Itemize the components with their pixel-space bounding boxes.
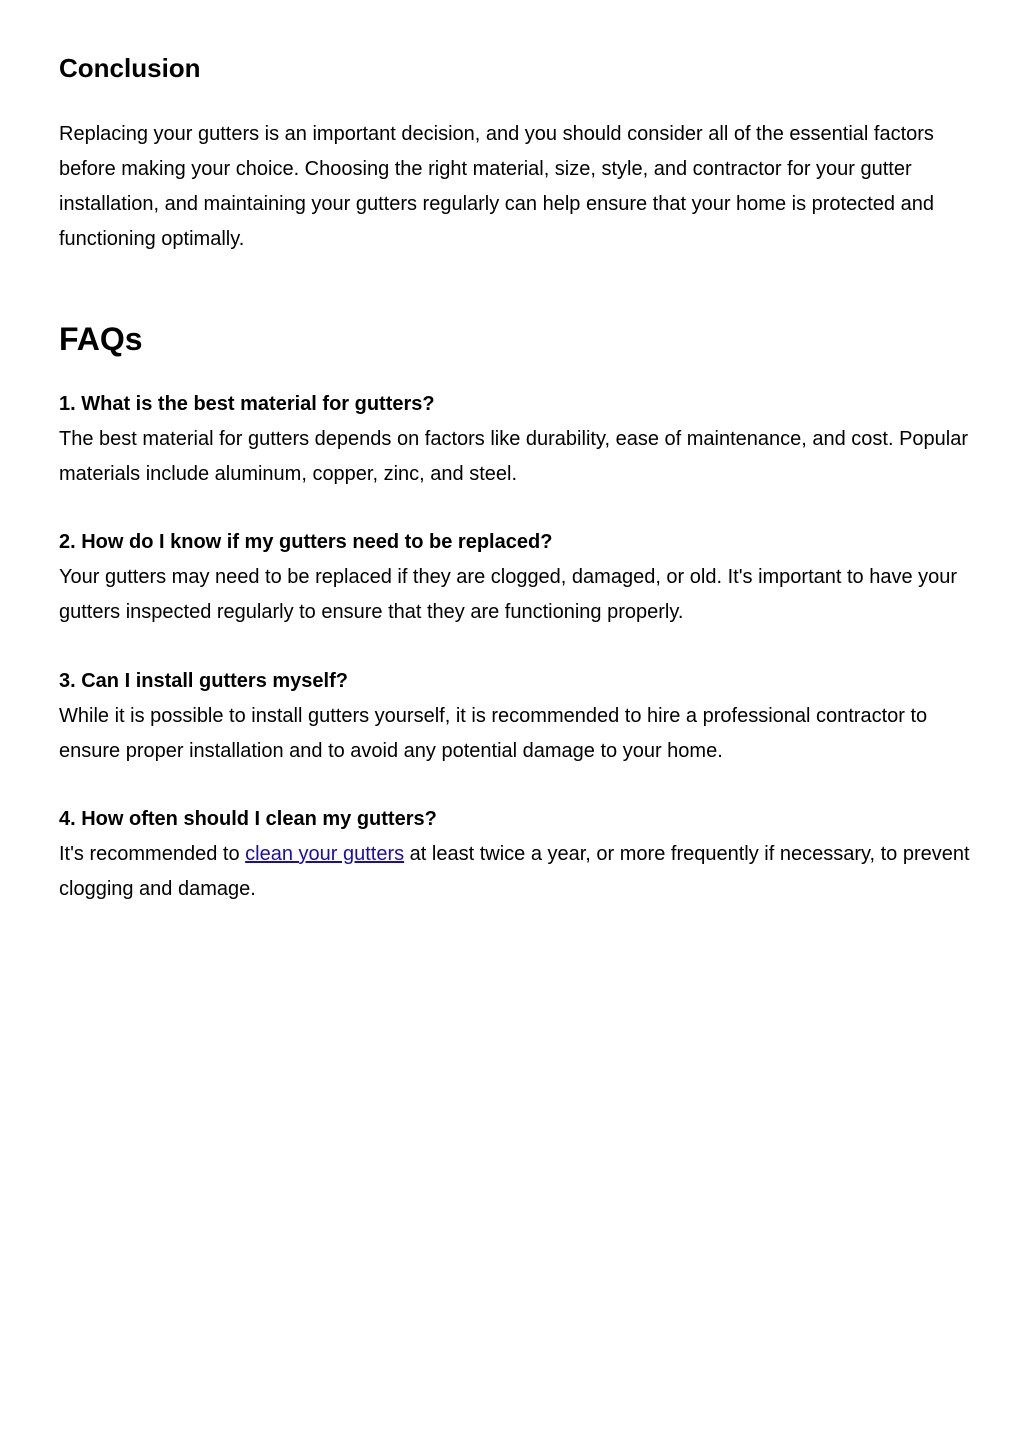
faq-item [59,664,974,769]
faq-question: 3. Can I install gutters myself? [59,670,348,692]
faq-answer: The best material for gutters depends on factors like durability, ease of maintenance, and cost. Popular materials include aluminum, copper, zinc, and steel. [59,428,969,485]
faq-item [59,387,974,492]
faq-item [59,525,974,630]
faq-item [59,802,974,907]
faq-answer [59,837,974,907]
faq-question: 4. How often should I clean my gutters? [59,808,437,830]
faq-answer: While it is possible to install gutters yourself, it is recommended to hire a professional contractor to ensure proper installation and to avoid any potential damage to your home. [59,705,928,762]
clean-your-gutters-link[interactable]: clean your gutters [245,843,405,865]
faqs-heading: FAQs [59,321,143,357]
faq-answer: Your gutters may need to be replaced if they are clogged, damaged, or old. It's important to have your gutters inspected regularly to ensure that they are functioning properly. [59,566,958,623]
conclusion-paragraph: Replacing your gutters is an important decision, and you should consider all of the essential factors before making your choice. Choosing the right material, size, style, and contractor for your gutter installation, and maintaining your gutters regularly can help ensure that your home is protected and functioning optimally. [59,123,934,250]
faq-question: 2. How do I know if my gutters need to be replaced? [59,531,553,553]
faq-answer-text: It's recommended to [59,843,246,865]
conclusion-heading: Conclusion [59,53,201,83]
faq-answer-text: at least twice a year, or more frequently if necessary, to prevent clogging and damage. [59,843,970,900]
faq-question: 1. What is the best material for gutters? [59,393,435,415]
